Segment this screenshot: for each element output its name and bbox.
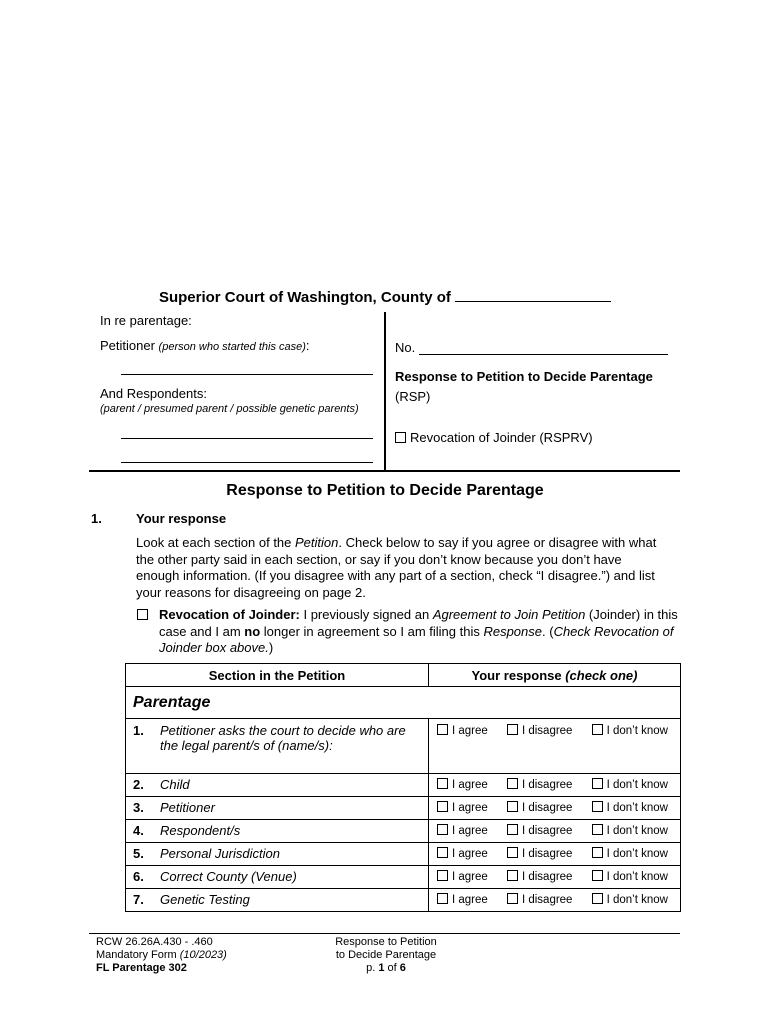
option-agree-checkbox[interactable]: [437, 801, 448, 812]
case-number-label: No.: [395, 340, 416, 355]
option-agree-label: I agree: [452, 848, 488, 860]
option-agree[interactable]: [437, 778, 488, 791]
court-title-text: Superior Court of Washington, County of: [158, 289, 451, 306]
revocation-text-a: I previously signed an: [299, 607, 433, 622]
option-agree-label: I agree: [452, 779, 488, 791]
option-disagree[interactable]: [507, 724, 573, 737]
footer-title-line2: to Decide Parentage: [335, 949, 437, 961]
revocation-joinder-label: Revocation of Joinder:: [159, 607, 300, 622]
option-dont-know[interactable]: [592, 801, 668, 814]
item-text: Respondent/s: [160, 823, 241, 838]
footer-title-line1: Response to Petition: [335, 936, 437, 948]
option-agree[interactable]: [437, 893, 488, 906]
option-agree-label: I agree: [452, 894, 488, 906]
option-disagree[interactable]: [507, 778, 573, 791]
option-dont-know-checkbox[interactable]: [592, 870, 603, 881]
instructions-text-c: . Check below to say if you agree or disagree with what the other party said in each section, or say if you don’t know because you don’t have enough information. (If you disagree with any part of a section, check “I disagree.”) and list your reasons for disagreeing on page 2.: [136, 535, 657, 600]
petitioner-label: Petitioner: [100, 338, 155, 353]
response-cell: [429, 797, 681, 820]
respondent-name-line-1[interactable]: [121, 438, 373, 439]
footer-form-id: FL Parentage 302: [96, 962, 187, 974]
revocation-option: [395, 430, 593, 445]
option-disagree-checkbox[interactable]: [507, 778, 518, 789]
item-text: Personal Jurisdiction: [160, 846, 280, 861]
form-title: Response to Petition to Decide Parentage: [395, 369, 653, 384]
revocation-text-h: ): [268, 640, 274, 655]
respondents-note: (parent / presumed parent / possible genetic parents): [100, 403, 359, 415]
revocation-text-e: Response: [483, 623, 542, 639]
revocation-joinder-paragraph: [159, 607, 679, 657]
option-dont-know-checkbox[interactable]: [592, 893, 603, 904]
section-cell: [126, 797, 429, 820]
option-dont-know-label: I don’t know: [606, 725, 668, 737]
in-re-label: In re parentage:: [100, 313, 192, 328]
petitioner-note: (person who started this case): [158, 341, 306, 353]
revocation-joinder-checkbox[interactable]: [137, 609, 148, 620]
section-cell: [126, 820, 429, 843]
option-dont-know-label: I don’t know: [606, 779, 668, 791]
footer-page: [300, 962, 472, 975]
option-dont-know-checkbox[interactable]: [592, 824, 603, 835]
option-disagree-checkbox[interactable]: [507, 824, 518, 835]
option-agree-checkbox[interactable]: [437, 870, 448, 881]
response-cell: [429, 820, 681, 843]
option-agree-label: I agree: [452, 825, 488, 837]
revocation-text-f: . (: [542, 623, 554, 639]
respondent-name-line-2[interactable]: [121, 462, 373, 463]
option-dont-know-label: I don’t know: [606, 871, 668, 883]
option-dont-know-label: I don’t know: [606, 802, 668, 814]
table-row: [126, 889, 681, 912]
footer-mandatory-date: (10/2023): [179, 949, 227, 961]
footer-page-total: 6: [399, 962, 406, 974]
instructions-text-petition: Petition: [295, 535, 339, 550]
section-cell: [126, 719, 429, 774]
section-cell: [126, 843, 429, 866]
section-title: Your response: [136, 511, 227, 526]
option-dont-know-label: I don’t know: [606, 825, 668, 837]
item-number: 5.: [133, 846, 144, 861]
petitioner-name-line[interactable]: [121, 374, 373, 375]
option-dont-know-checkbox[interactable]: [592, 801, 603, 812]
section-cell: [126, 774, 429, 797]
option-agree-checkbox[interactable]: [437, 824, 448, 835]
revocation-text-d: longer in agreement so I am filing this: [260, 623, 484, 639]
option-agree[interactable]: [437, 824, 488, 837]
option-agree[interactable]: [437, 847, 488, 860]
revocation-checkbox[interactable]: [395, 432, 406, 443]
option-disagree-checkbox[interactable]: [507, 847, 518, 858]
item-number: 1.: [133, 723, 144, 738]
table-row: [126, 797, 681, 820]
group-row: [126, 687, 681, 719]
option-disagree-label: I disagree: [521, 848, 573, 860]
page-title: Response to Petition to Decide Parentage: [226, 482, 544, 499]
option-dont-know[interactable]: [592, 824, 668, 837]
item-number: 3.: [133, 800, 144, 815]
petitioner-label-line: [100, 338, 310, 353]
option-disagree[interactable]: [507, 870, 573, 883]
footer-rcw: RCW 26.26A.430 - .460: [96, 936, 213, 948]
table-row: [126, 719, 681, 774]
response-cell: [429, 774, 681, 797]
respondents-label: And Respondents:: [100, 386, 207, 401]
response-cell: [429, 889, 681, 912]
section-cell: [126, 866, 429, 889]
table-header-row: [126, 664, 681, 687]
option-disagree-checkbox[interactable]: [507, 870, 518, 881]
revocation-text-no: no: [244, 623, 261, 639]
instructions-text-a: Look at each section of the: [136, 535, 295, 550]
footer-left: [96, 936, 227, 975]
footer-center: [300, 936, 472, 975]
option-agree-checkbox[interactable]: [437, 893, 448, 904]
caption-bottom-rule: [89, 470, 680, 472]
revocation-option-label: Revocation of Joinder (RSPRV): [410, 430, 593, 445]
option-agree-checkbox[interactable]: [437, 778, 448, 789]
option-disagree-checkbox[interactable]: [507, 724, 518, 735]
table-row: [126, 843, 681, 866]
form-code: (RSP): [395, 389, 431, 404]
item-text: Genetic Testing: [160, 892, 250, 907]
option-agree-label: I agree: [452, 725, 488, 737]
option-dont-know-label: I don’t know: [606, 894, 668, 906]
case-number-field[interactable]: [419, 354, 668, 355]
response-table: [125, 663, 681, 912]
case-number-line: [395, 340, 415, 355]
item-number: 4.: [133, 823, 144, 838]
option-agree-checkbox[interactable]: [437, 724, 448, 735]
option-dont-know[interactable]: [592, 870, 668, 883]
option-dont-know[interactable]: [592, 893, 668, 906]
group-cell: [126, 687, 681, 719]
option-agree[interactable]: [437, 724, 488, 737]
option-disagree-label: I disagree: [521, 825, 573, 837]
option-dont-know[interactable]: [592, 724, 668, 737]
response-cell: [429, 843, 681, 866]
revocation-text-g: Check Revocation of Joinder box above.: [159, 623, 674, 655]
option-dont-know-label: I don’t know: [606, 848, 668, 860]
option-disagree-label: I disagree: [521, 802, 573, 814]
revocation-text-c: (Joinder) in this case and I am: [159, 607, 678, 639]
footer-mandatory: [96, 949, 227, 962]
col-header-response: [429, 664, 681, 687]
option-dont-know[interactable]: [592, 847, 668, 860]
col-header-response-note: (check one): [565, 667, 638, 683]
section-number: 1.: [91, 511, 102, 526]
section-cell: [126, 889, 429, 912]
option-dont-know-checkbox[interactable]: [592, 778, 603, 789]
county-blank[interactable]: [455, 288, 611, 302]
footer-page-prefix: p.: [366, 962, 379, 974]
option-agree[interactable]: [437, 801, 488, 814]
footer-mandatory-text: Mandatory Form: [96, 949, 180, 961]
option-disagree-checkbox[interactable]: [507, 801, 518, 812]
court-title: [0, 288, 770, 306]
item-number: 2.: [133, 777, 144, 792]
option-dont-know-checkbox[interactable]: [592, 724, 603, 735]
col-header-response-text: Your response: [471, 667, 566, 683]
item-text: Petitioner asks the court to decide who are the legal parent/s of (name/s):: [160, 723, 406, 753]
option-disagree[interactable]: [507, 893, 573, 906]
footer-page-num: 1: [378, 962, 385, 974]
instructions-paragraph: [136, 535, 666, 601]
response-cell: [429, 719, 681, 774]
option-disagree-label: I disagree: [521, 894, 573, 906]
option-dont-know[interactable]: [592, 778, 668, 791]
item-number: 7.: [133, 892, 144, 907]
option-disagree[interactable]: [507, 801, 573, 814]
table-row: [126, 866, 681, 889]
option-disagree-label: I disagree: [521, 871, 573, 883]
table-body: [126, 719, 681, 912]
option-dont-know-checkbox[interactable]: [592, 847, 603, 858]
revocation-joinder-checkbox-wrap: [137, 607, 152, 624]
item-text: Correct County (Venue): [160, 869, 297, 884]
option-disagree-checkbox[interactable]: [507, 893, 518, 904]
response-cell: [429, 866, 681, 889]
option-disagree-label: I disagree: [521, 725, 573, 737]
table-row: [126, 820, 681, 843]
caption-divider: [384, 312, 386, 470]
footer-rule: [89, 933, 680, 934]
item-text: Child: [160, 777, 190, 792]
item-text: Petitioner: [160, 800, 215, 815]
option-disagree-label: I disagree: [521, 779, 573, 791]
option-agree[interactable]: [437, 870, 488, 883]
revocation-text-b: Agreement to Join Petition: [432, 607, 586, 622]
petitioner-colon: :: [305, 338, 310, 353]
item-number: 6.: [133, 869, 144, 884]
group-title: Parentage: [133, 693, 211, 711]
option-agree-label: I agree: [452, 802, 488, 814]
option-disagree[interactable]: [507, 847, 573, 860]
option-agree-label: I agree: [452, 871, 488, 883]
option-disagree[interactable]: [507, 824, 573, 837]
footer-page-of: of: [384, 962, 400, 974]
option-agree-checkbox[interactable]: [437, 847, 448, 858]
table-row: [126, 774, 681, 797]
col-header-section: Section in the Petition: [126, 664, 429, 687]
